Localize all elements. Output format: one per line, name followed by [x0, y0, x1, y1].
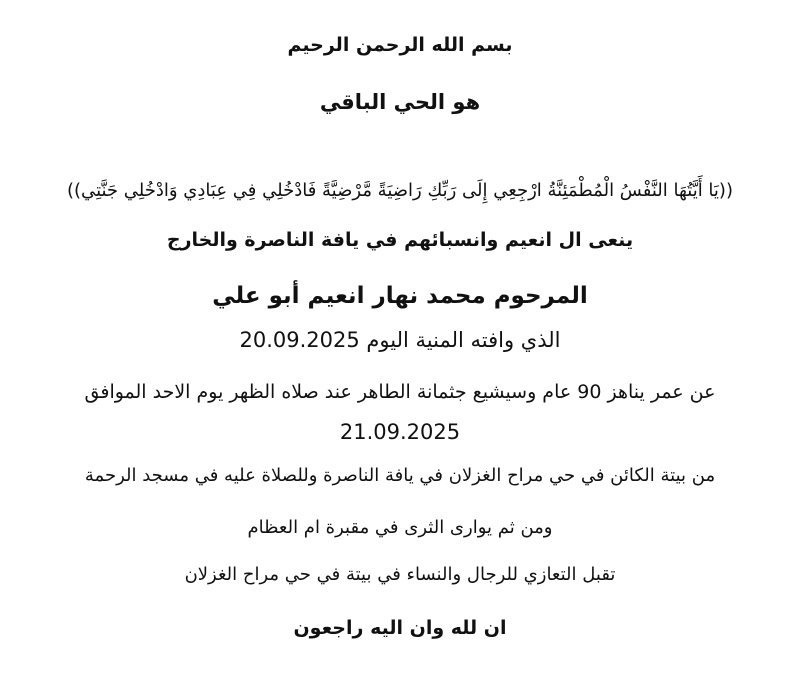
basmala-heading: بسم الله الرحمن الرحيم	[287, 34, 513, 56]
quran-verse: ((يَا أَيَّتُهَا النَّفْسُ الْمُطْمَئِنَّةُ ارْجِعِي إِلَى رَبِّكِ رَاضِيَةً مَّرْضِيَّةً فَادْخُلِي فِي عِبَادِي وَادْخُلِي جَنَّتِي))	[67, 180, 733, 201]
condolences-line: تقبل التعازي للرجال والنساء في بيتة في حي مراح الغزلان	[184, 564, 616, 585]
deceased-name: المرحوم محمد نهار انعيم أبو علي	[212, 283, 588, 309]
announcement-line: ينعى ال انعيم وانسبائهم في يافة الناصرة والخارج	[166, 229, 634, 251]
funeral-date: 21.09.2025	[339, 420, 461, 444]
burial-line: ومن ثم يوارى الثرى في مقبرة ام العظام	[247, 517, 553, 538]
closing-line: ان لله وان اليه راجعون	[293, 617, 507, 639]
death-date-line: الذي وافته المنية اليوم 20.09.2025	[239, 328, 561, 352]
age-funeral-line: عن عمر يناهز 90 عام وسيشيع جثمانة الطاهر عند صلاه الظهر يوم الاحد الموافق	[84, 381, 716, 403]
huwa-heading: هو الحي الباقي	[319, 90, 481, 114]
house-prayer-line: من بيتة الكائن في حي مراح الغزلان في يافة الناصرة وللصلاة عليه في مسجد الرحمة	[84, 465, 716, 486]
